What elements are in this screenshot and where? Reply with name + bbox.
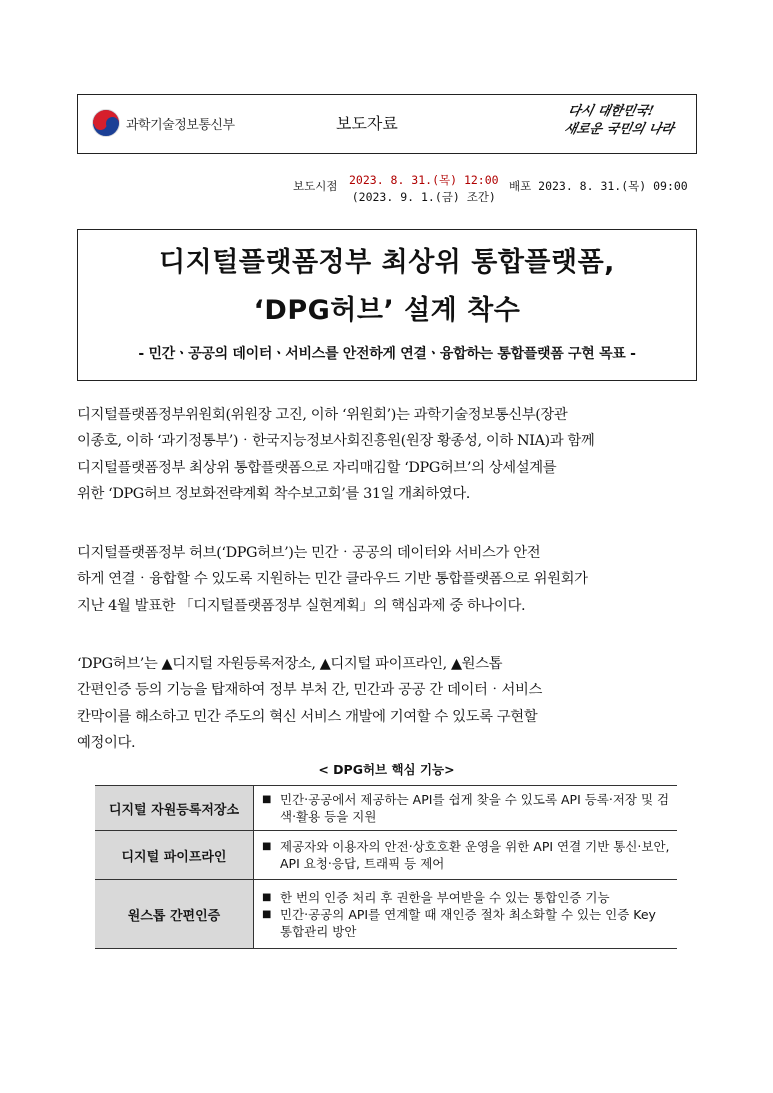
headline-line-2: ‘DPG허브’ 설계 착수	[253, 295, 521, 326]
bullet-square-icon: ■	[262, 841, 272, 852]
paragraph-line: ‘DPG허브’는 ▲디지털 자원등록저장소, ▲디지털 파이프라인, ▲원스톱	[77, 656, 503, 672]
title-box	[77, 229, 697, 381]
paragraph-line: 위한 ‘DPG허브 정보화전략계획 착수보고회’를 31일 개최하였다.	[77, 485, 470, 502]
embargo-line-1: 2023. 8. 31.(목) 12:00	[349, 173, 499, 187]
paragraph-line: 간편인증 등의 기능을 탑재하여 정부 부처 간, 민간과 공공 간 데이터‧서비스	[77, 682, 542, 699]
table-row	[95, 786, 677, 831]
doc-type-label: 보도자료	[336, 114, 398, 133]
core-features-table	[95, 785, 677, 949]
embargo-label: 보도시점	[293, 179, 338, 193]
paragraph-line: 지난 4월 발표한 「디지털플랫폼정부 실현계획」의 핵심과제 중 하나이다.	[77, 597, 526, 614]
feature-item: 제공자와 이용자의 안전‧상호호환 운영을 위한 API 연결 기반 통신‧보안, API 요청‧응답, 트래픽 등 제어	[280, 839, 670, 871]
paragraph-line: 이종호, 이하 ‘과기정통부’)‧한국지능정보사회진흥원(원장 황종성, 이하 NIA)과 함께	[77, 433, 595, 450]
paragraph-line: 하게 연결‧융합할 수 있도록 지원하는 민간 클라우드 기반 통합플랫폼으로 위원회가	[77, 571, 588, 588]
embargo-line-2: (2023. 9. 1.(금) 조간)	[351, 190, 496, 204]
paragraph-line: 칸막이를 해소하고 민간 주도의 혁신 서비스 개발에 기여할 수 있도록 구현할	[77, 708, 538, 725]
slogan-line-2: 새로운 국민의 나라	[563, 122, 676, 137]
feature-name: 원스톱 간편인증	[95, 880, 254, 949]
paragraph-line: 디지털플랫폼정부 최상위 통합플랫폼으로 자리매김할 ‘DPG허브’의 상세설계를	[77, 459, 557, 476]
subheadline: - 민간ㆍ공공의 데이터ㆍ서비스를 안전하게 연결ㆍ융합하는 통합플랫폼 구현 목표 -	[138, 346, 636, 362]
bullet-square-icon: ■	[262, 794, 272, 805]
headline-line-1: 디지털플랫폼정부 최상위 통합플랫폼,	[159, 247, 615, 278]
table-caption: < DPG허브 핵심 기능>	[318, 762, 455, 777]
feature-name: 디지털 파이프라인	[95, 831, 254, 880]
feature-item: 한 번의 인증 처리 후 권한을 부여받을 수 있는 통합인증 기능	[280, 889, 610, 905]
paragraph-line: 디지털플랫폼정부위원회(위원장 고진, 이하 ‘위원회’)는 과학기술정보통신부(장관	[77, 407, 568, 423]
paragraph-line: 디지털플랫폼정부 허브(‘DPG허브’)는 민간‧공공의 데이터와 서비스가 안전	[77, 545, 541, 561]
feature-item: 민간‧공공에서 제공하는 API를 쉽게 찾을 수 있도록 API 등록‧저장 및 검색‧활용 등을 지원	[280, 792, 670, 824]
slogan-line-1: 다시 대한민국!	[566, 104, 656, 119]
government-slogan	[563, 103, 680, 139]
feature-description	[254, 831, 678, 880]
table-row	[95, 831, 677, 880]
ministry-name: 과학기술정보통신부	[126, 117, 235, 133]
distribution-time: 배포 2023. 8. 31.(목) 09:00	[509, 179, 688, 193]
press-release-header	[77, 94, 697, 154]
ministry-logo	[92, 109, 235, 137]
paragraph-1	[77, 402, 699, 507]
feature-item: 민간‧공공의 API를 연계할 때 재인증 절차 최소화할 수 있는 인증 Key 통합관리 방안	[280, 906, 656, 939]
paragraph-2	[77, 540, 699, 619]
feature-description	[254, 786, 678, 831]
paragraph-line: 예정이다.	[77, 734, 136, 751]
bullet-square-icon: ■	[262, 891, 272, 903]
feature-name: 디지털 자원등록저장소	[95, 786, 254, 831]
table-row	[95, 880, 677, 949]
taegeuk-emblem-icon	[92, 109, 120, 137]
feature-description	[254, 880, 678, 949]
embargo-time	[349, 172, 499, 206]
bullet-square-icon: ■	[262, 908, 272, 920]
paragraph-3	[77, 651, 699, 756]
